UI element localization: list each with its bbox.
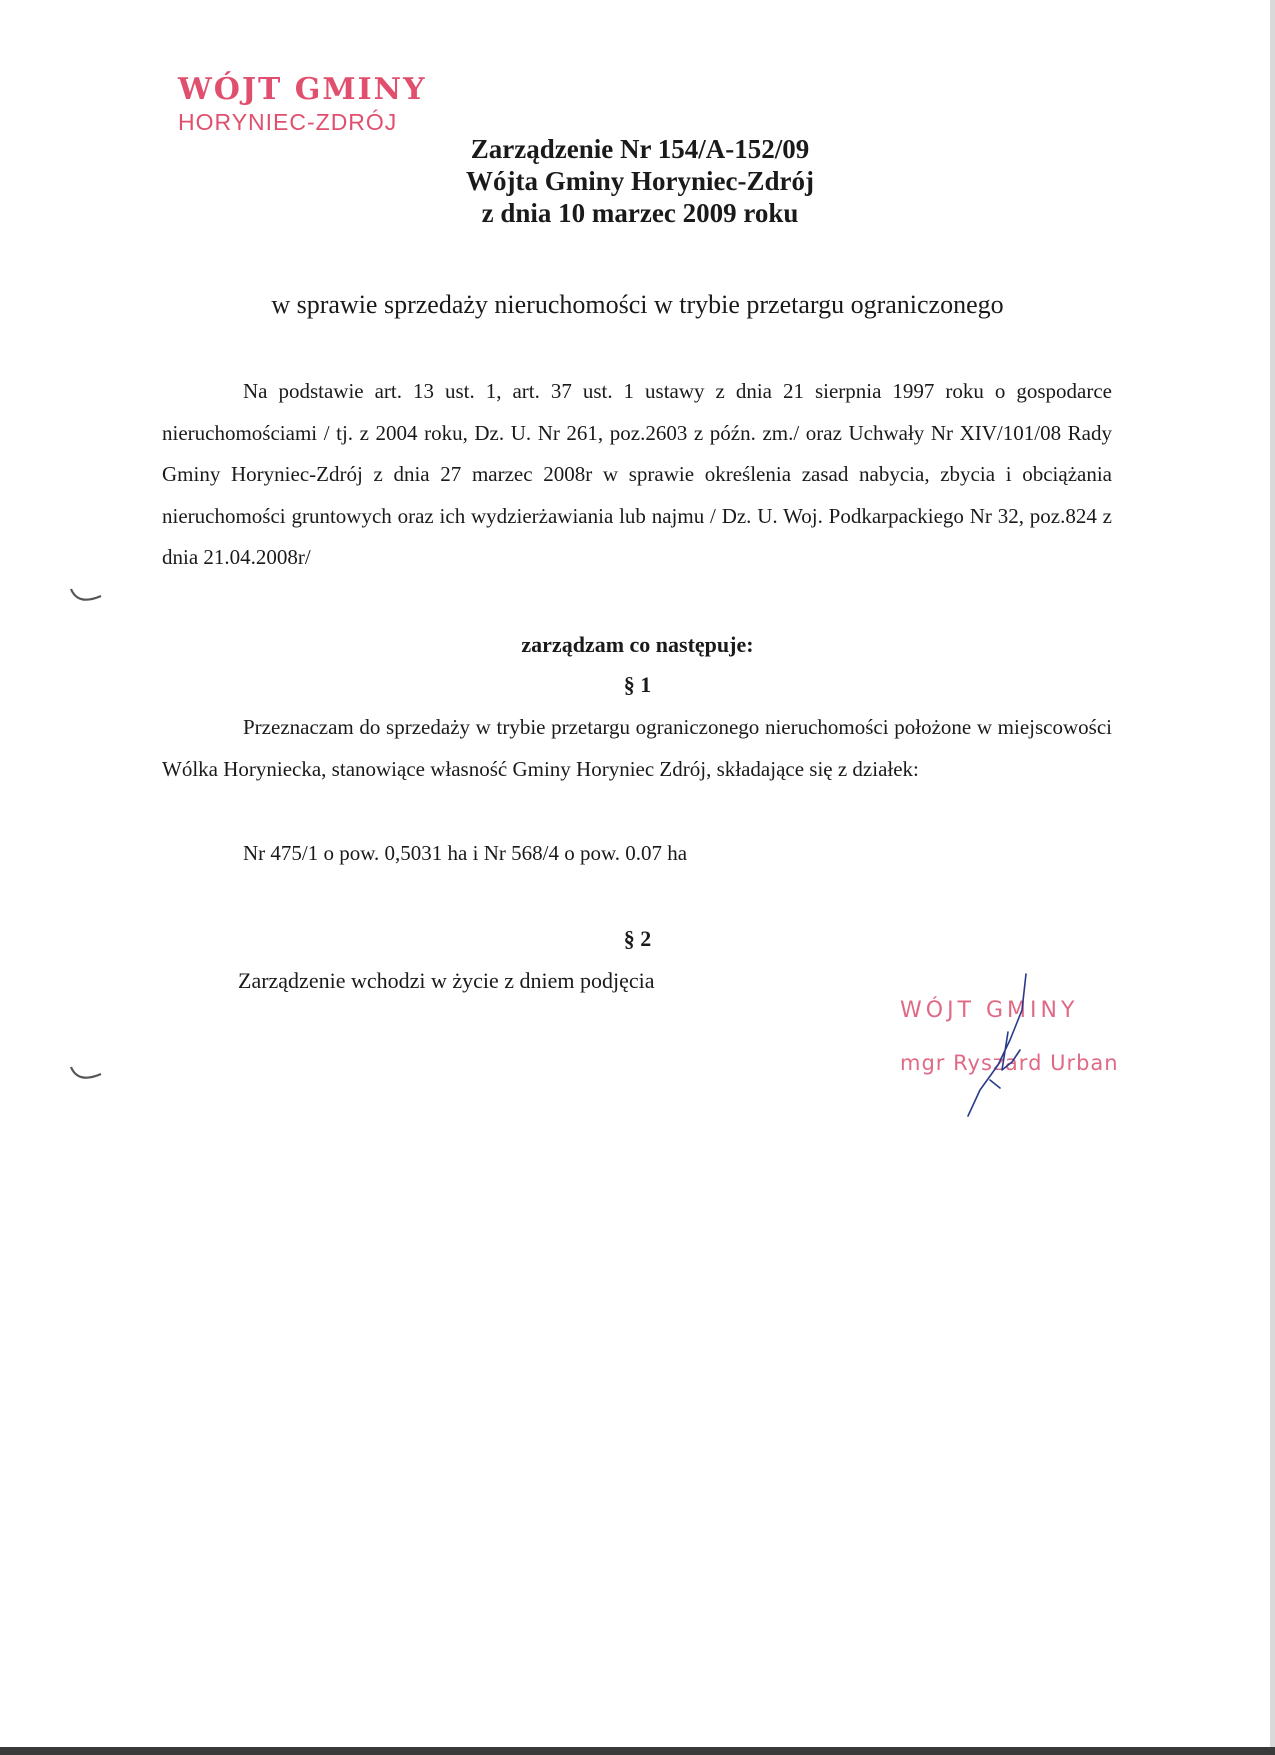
section-2-mark: § 2 [623, 926, 652, 951]
legal-basis-paragraph: Na podstawie art. 13 ust. 1, art. 37 ust. 1 ustawy z dnia 21 sierpnia 1997 roku o gospodarce nieruchomościami / tj. z 2004 roku, Dz. U. Nr 261, poz.2603 z późn. zm./ oraz Uchwały Nr XIV/101/08 Rady Gminy Horyniec-Zdrój z dnia 27 marzec 2008r w sprawie określenia zasad nabycia, zbycia i obciążania nieruchomości gruntowych oraz ich wydzierżawiania lub najmu / Dz. U. Woj. Podkarpackiego Nr 32, poz.824 z dnia 21.04.2008r/ [162, 379, 1112, 569]
signature-stamp-title: WÓJT GMINY [900, 998, 1079, 1023]
punch-hole-mark [68, 586, 104, 610]
section-1-text: Przeznaczam do sprzedaży w trybie przetargu ograniczonego nieruchomości położone w miejscowości Wólka Horyniecka, stanowiące własność Gminy Horyniec Zdrój, składające się z działek: [162, 715, 1112, 781]
document-date: z dnia 10 marzec 2009 roku [481, 198, 799, 228]
document-title: Zarządzenie Nr 154/A-152/09 [470, 134, 810, 164]
document-issuer: Wójta Gminy Horyniec-Zdrój [466, 166, 814, 196]
decree-intro: zarządzam co następuje: [521, 632, 754, 657]
section-1-plots: Nr 475/1 o pow. 0,5031 ha i Nr 568/4 o pow. 0.07 ha [243, 841, 688, 865]
section-2-text: Zarządzenie wchodzi w życie z dniem podjęcia [238, 968, 655, 993]
signature-stamp-name: mgr Ryszard Urban [900, 1051, 1119, 1075]
scan-edge-bottom [0, 1747, 1275, 1755]
document-subject: w sprawie sprzedaży nieruchomości w trybie przetargu ograniczonego [271, 290, 1004, 319]
scan-edge-right [1270, 0, 1275, 1755]
punch-hole-mark [68, 1064, 104, 1088]
office-stamp [178, 72, 427, 136]
handwritten-signature [950, 970, 1030, 1120]
office-stamp-municipality: HORYNIEC-ZDRÓJ [178, 109, 398, 135]
section-1-mark: § 1 [623, 672, 652, 697]
office-stamp-title: WÓJT GMINY [178, 72, 427, 107]
